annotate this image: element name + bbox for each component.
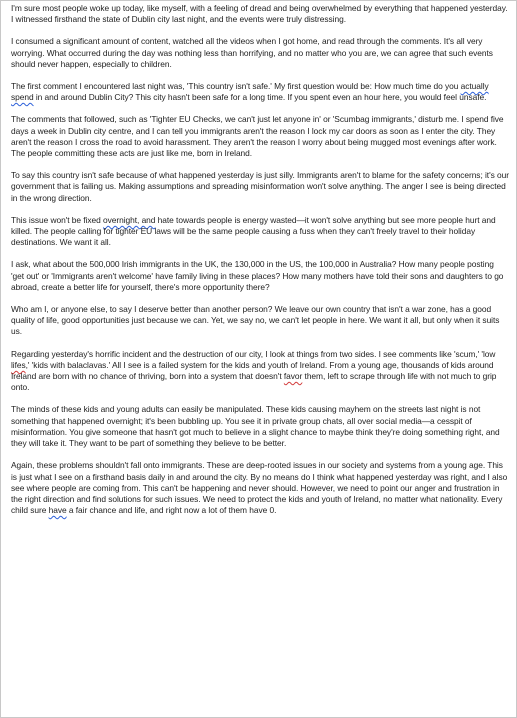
paragraph — [11, 3, 509, 25]
text-run: ,' 'kids with balaclavas.' All I see is a failed system for the kids and youth of Ireland. From a young age, thousands of kids around Ireland are born with no chance of thriving, born into a system that doesn't — [11, 359, 494, 382]
text-run: a fair chance and life, and right now a lot of them have 0. — [66, 505, 277, 516]
paragraph — [11, 215, 509, 249]
grammar-suggestion: have — [48, 505, 67, 516]
text-run: them, left to scrape through life with not much to grip onto. — [11, 371, 497, 393]
text-run: This issue won't be fixed — [11, 214, 104, 225]
spelling-error: favor — [283, 371, 303, 382]
text-run: in and around Dublin City? This city hasn't been safe for a long time. If you spent even an hour here, you would feel unsafe. — [33, 92, 487, 103]
grammar-suggestion: actually spend — [11, 81, 489, 103]
text-run: I consumed a significant amount of content, watched all the videos when I got home, and read through the comments. It's all very worrying. What occurred during the day was nothing less than horrifying, and no matter who you are, we can agree that such events should never happen, especially to children. — [11, 36, 493, 69]
paragraph — [11, 170, 509, 204]
paragraph — [11, 304, 509, 338]
paragraph — [11, 460, 509, 516]
text-run: hate towards people is energy wasted—it won't solve anything but see more people hurt and killed. The people calling for tighter EU laws will be the same people causing a fuss when they can't freely travel to their holiday destinations. We want it all. — [11, 214, 496, 248]
paragraph — [11, 114, 509, 159]
text-run: The minds of these kids and young adults can easily be manipulated. These kids causing mayhem on the streets last night is not something that happened overnight; it's been bubbling up. You see it in private group chats, all over social media—a cesspit of misinformation. You give someone that hasn't got much to believe in a slight chance to maybe think they're doing something right, and they will take it. They want to be part of something they believe to be better. — [11, 404, 500, 449]
text-run: The first comment I encountered last night was, 'This country isn't safe.' My first question would be: How much time do you — [11, 81, 461, 92]
text-run: To say this country isn't safe because of what happened yesterday is just silly. Immigrants aren't to blame for the safety concerns; it's our government that is failing us. Making assumptions and spreading misinformation won't solve anything. The anger I see is being directed in the wrong direction. — [11, 170, 510, 203]
paragraph — [11, 81, 509, 103]
text-run: I ask, what about the 500,000 Irish immigrants in the UK, the 130,000 in the US, the 100,000 in Australia? How many people posting 'get out' or 'Immigrants aren't welcome' have family living in these places? How many mothers have told their sons and daughters to go abroad, create a better life for yourself, there's more opportunity there? — [11, 259, 504, 292]
text-run: Who am I, or anyone else, to say I deserve better than another person? We leave our own country that isn't a war zone, has a good quality of life, good opportunities just because we can. Yet, we say no, we can't let people in here. We want it all, but only when it suits us. — [11, 304, 500, 337]
text-run: I'm sure most people woke up today, like myself, with a feeling of dread and being overwhelmed by everything that happened yesterday. I witnessed firsthand the state of Dublin city last night, and the events were truly distressing. — [11, 3, 508, 25]
text-run: The comments that followed, such as 'Tighter EU Checks, we can't just let anyone in' or 'Scumbag immigrants,' disturb me. I spend five days a week in Dublin city centre, and I can tell you immigrants aren't the reason I lock my car doors as soon as I enter the city. They aren't the reason I cross the road to avoid harassment. They aren't the reason I worry about being mugged most evenings after work. The people committing these acts are just like me, born in Ireland. — [11, 114, 504, 159]
paragraph — [11, 404, 509, 449]
spelling-error: lifes — [11, 359, 26, 370]
paragraph — [11, 259, 509, 293]
text-run: Regarding yesterday's horrific incident and the destruction of our city, I look at things from two sides. I see comments like 'scum,' 'low — [11, 348, 496, 359]
paragraph — [11, 349, 509, 394]
grammar-suggestion: overnight, and — [103, 214, 156, 225]
document-body[interactable] — [11, 3, 509, 527]
paragraph — [11, 36, 509, 70]
text-run: Again, these problems shouldn't fall onto immigrants. These are deep-rooted issues in our society and systems from a young age. This is just what I see on a firsthand basis daily in and around the city. By no means do I think what happened yesterday was right, and I also see where people are coming from. This can't be happening and never should. However, we need to point our anger and frustration in the right direction and find solutions for such issues. We need to protect the kids and youth of Ireland, no matter what nationality. Every child sure — [11, 460, 508, 516]
